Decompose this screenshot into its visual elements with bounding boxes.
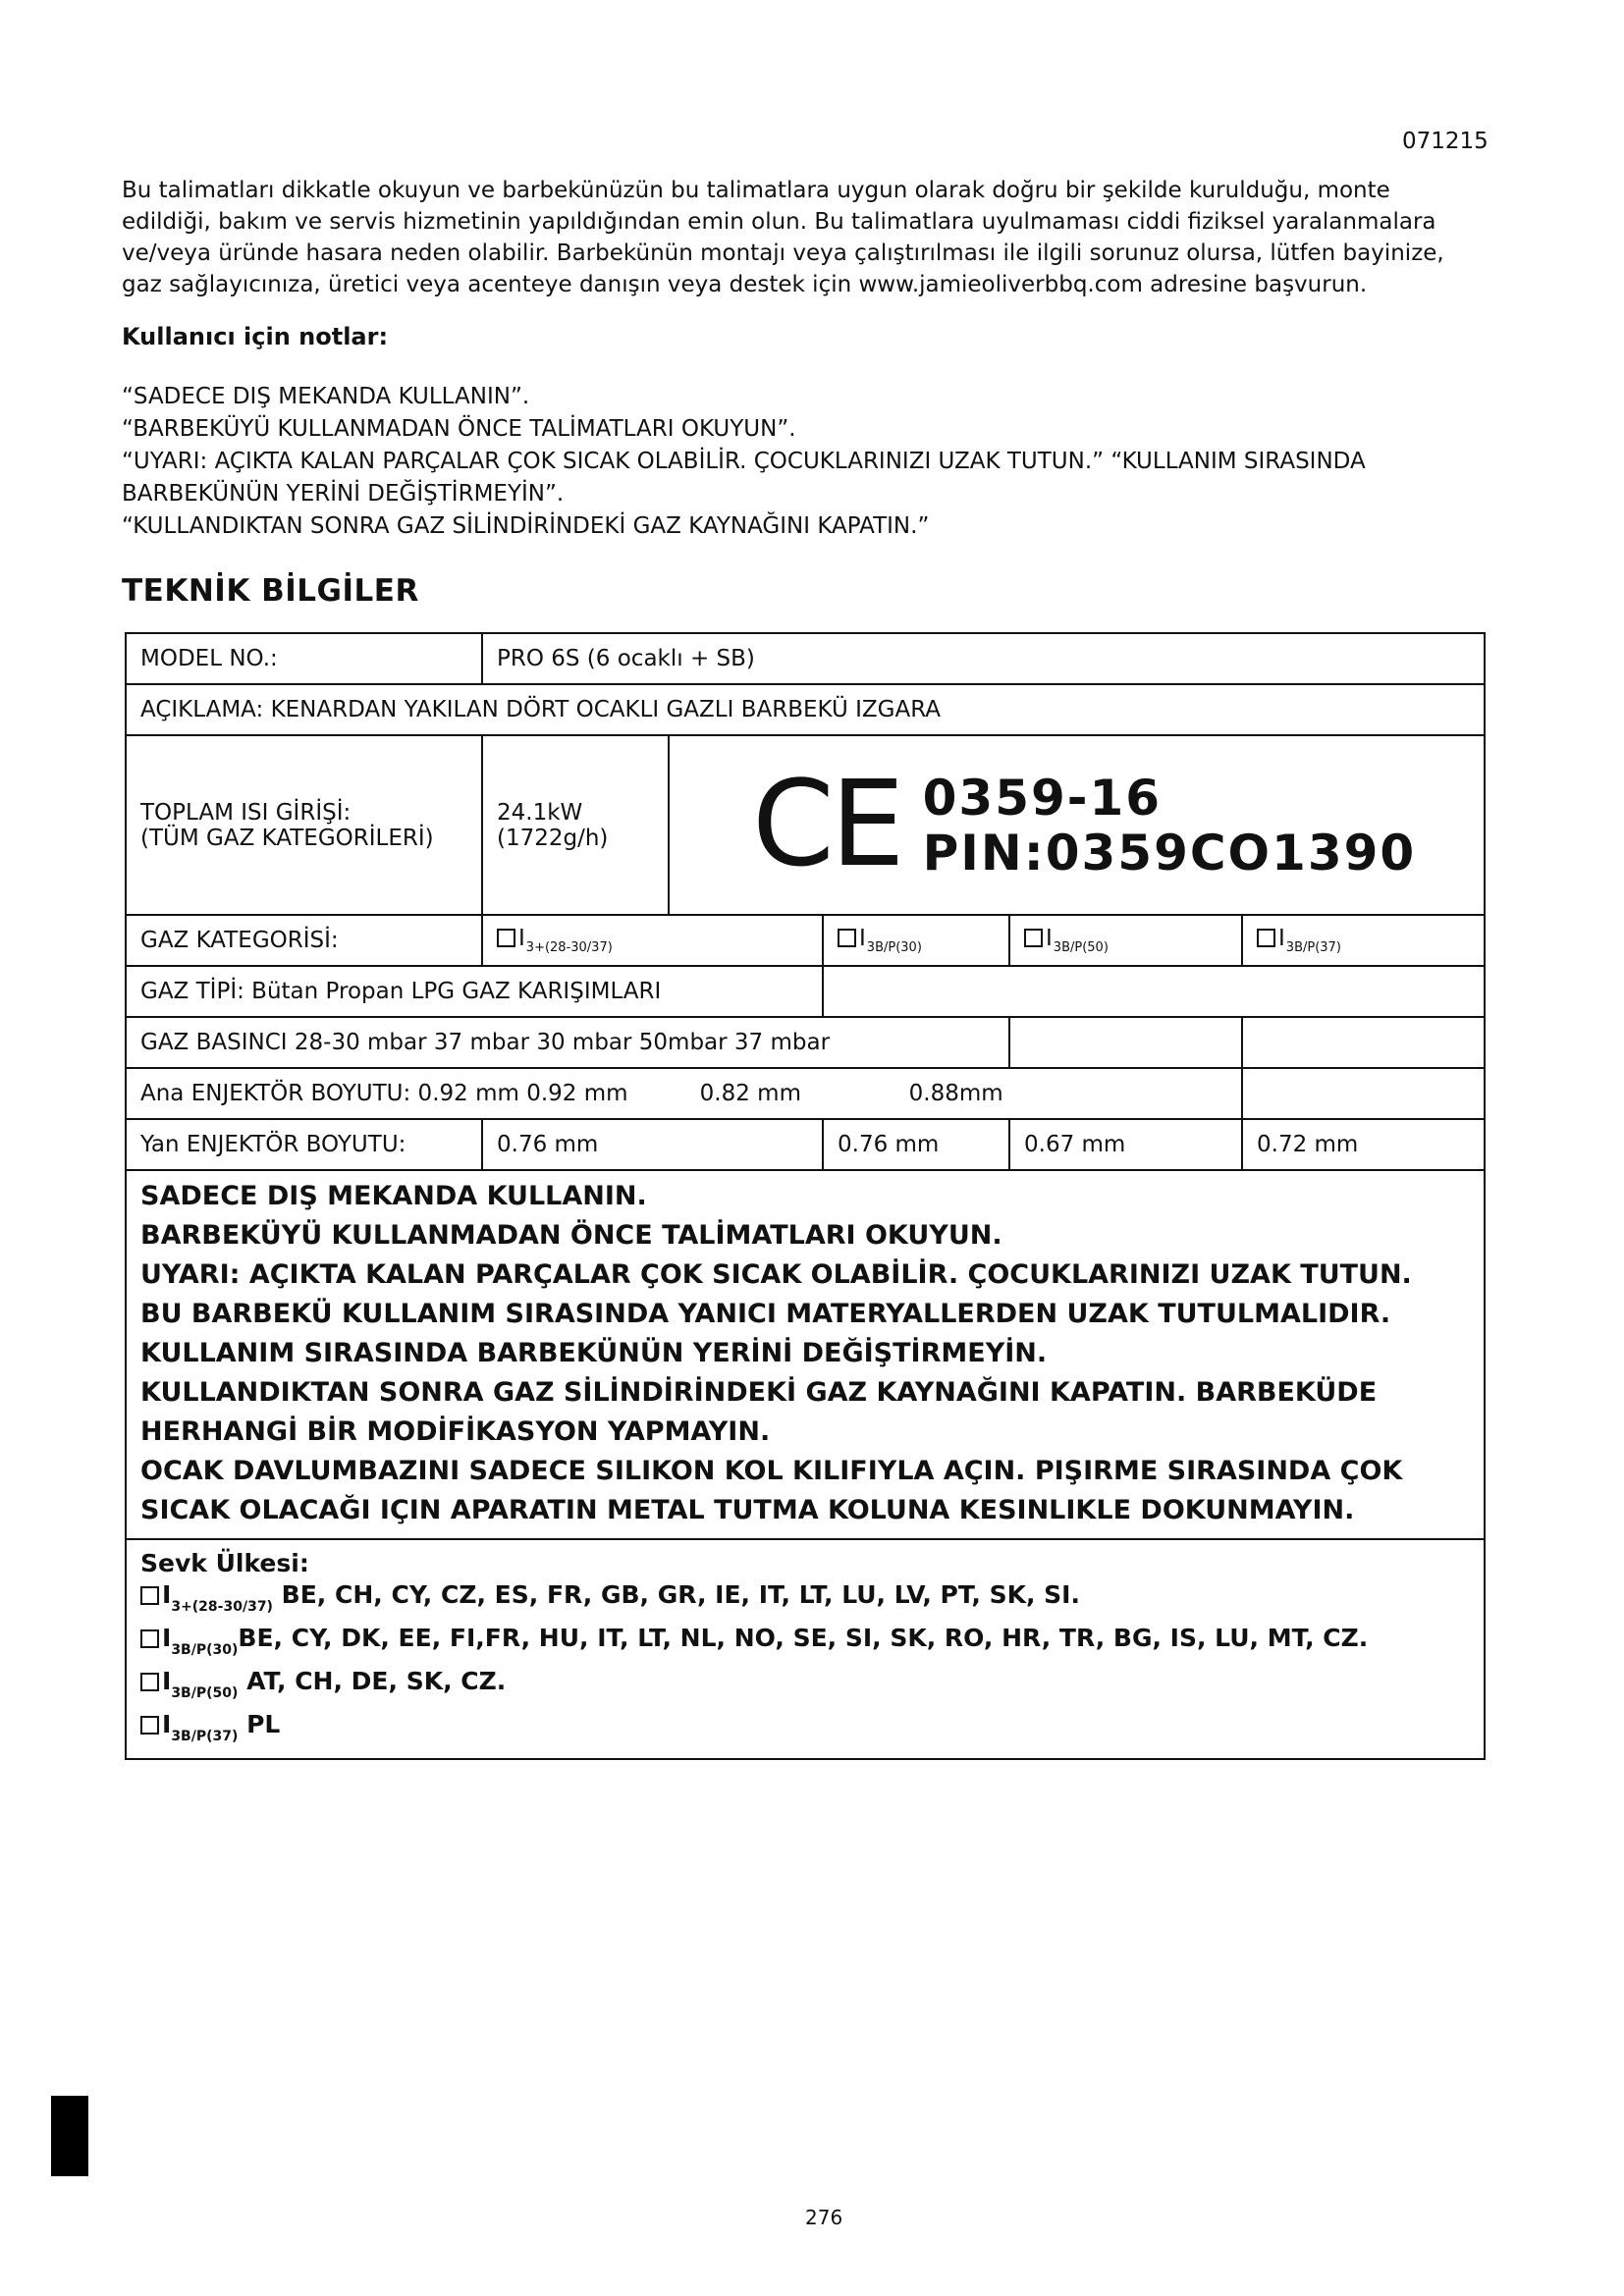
- gas-pressure-cell: GAZ BASINCI 28-30 mbar 37 mbar 30 mbar 50mbar 37 mbar: [126, 1017, 1009, 1068]
- warning-line: UYARI: AÇIKTA KALAN PARÇALAR ÇOK SICAK OLABİLİR. ÇOCUKLARINIZI UZAK TUTUN.: [140, 1259, 1412, 1290]
- note-line: “BARBEKÜYÜ KULLANMADAN ÖNCE TALİMATLARI OKUYUN”.: [122, 416, 796, 442]
- intro-paragraph: Bu talimatları dikkatle okuyun ve barbekünüzün bu talimatlara uygun olarak doğru bir şekilde kurulduğu, monte edildiği, bakım ve servis hizmetinin yapıldığından emin olun. Bu talimatlara uyulmaması ciddi fiziksel yaralanmalara ve/veya üründe hasara neden olabilir. Barbekünün montajı veya çalıştırılması ile ilgili sorunuz olursa, lütfen bayinize, gaz sağlayıcınıza, üretici veya acenteye danışın veya destek için www.jamieoliverbbq.com adresine başvurun.: [122, 178, 1444, 297]
- gas-category-label: GAZ KATEGORİSİ:: [126, 915, 482, 966]
- table-row: [126, 1119, 1485, 1170]
- table-row: [126, 735, 1485, 915]
- shipping-heading: Sevk Ülkesi:: [140, 1549, 309, 1577]
- shipping-row: $I_{3B/P(37)}$ PL: [140, 1709, 1470, 1752]
- warning-line: BU BARBEKÜ KULLANIM SIRASINDA YANICI MATERYALLERDEN UZAK TUTULMALIDIR.: [140, 1299, 1391, 1329]
- document-code: 071215: [1402, 129, 1489, 154]
- ce-logo: [683, 756, 1470, 893]
- heat-input-value: [482, 735, 669, 915]
- warnings-cell: [126, 1170, 1485, 1539]
- checkbox-icon: [140, 1673, 159, 1691]
- side-injector-value: 0.76 mm: [823, 1119, 1009, 1170]
- note-line: “SADECE DIŞ MEKANDA KULLANIN”.: [122, 384, 530, 409]
- warning-line: SICAK OLACAĞI IÇIN APARATIN METAL TUTMA KOLUNA KESINLIKLE DOKUNMAYIN.: [140, 1495, 1355, 1525]
- side-injector-label: Yan ENJEKTÖR BOYUTU:: [126, 1119, 482, 1170]
- empty-cell: [1242, 1068, 1485, 1119]
- table-row: [126, 633, 1485, 684]
- gas-category-cell: $I_{3B/P(30)}$: [823, 915, 1009, 966]
- table-row: [126, 1068, 1485, 1119]
- note-line: BARBEKÜNÜN YERİNİ DEĞİŞTİRMEYİN”.: [122, 481, 565, 507]
- side-injector-value: 0.72 mm: [1242, 1119, 1485, 1170]
- technical-specs-table: [125, 632, 1486, 1760]
- model-label: MODEL NO.:: [126, 633, 482, 684]
- table-row: [126, 915, 1485, 966]
- warning-line: OCAK DAVLUMBAZINI SADECE SILIKON KOL KILIFIYLA AÇIN. PIŞIRME SIRASINDA ÇOK: [140, 1456, 1403, 1486]
- table-row: [126, 1017, 1485, 1068]
- warning-line: KULLANDIKTAN SONRA GAZ SİLİNDİRİNDEKİ GAZ KAYNAĞINI KAPATIN. BARBEKÜDE: [140, 1377, 1378, 1408]
- shipping-row: $I_{3B/P(50)}$ AT, CH, DE, SK, CZ.: [140, 1666, 1470, 1709]
- ce-pin: PIN:0359CO1390: [922, 824, 1417, 881]
- page-edge-tab: [51, 2096, 88, 2176]
- table-row: [126, 966, 1485, 1017]
- notes-heading: Kullanıcı için notlar:: [122, 323, 389, 350]
- ce-certification-cell: [669, 735, 1485, 915]
- checkbox-icon: [140, 1629, 159, 1648]
- checkbox-icon: [140, 1586, 159, 1605]
- checkbox-icon: [497, 929, 515, 947]
- table-row: [126, 1539, 1485, 1759]
- heat-input-value-line: 24.1kW: [497, 799, 583, 826]
- heat-input-label-line: TOPLAM ISI GİRİŞİ:: [140, 799, 352, 826]
- page-number: 276: [805, 2206, 843, 2229]
- warning-line: KULLANIM SIRASINDA BARBEKÜNÜN YERİNİ DEĞİŞTİRMEYİN.: [140, 1338, 1048, 1368]
- ce-number: 0359-16: [922, 769, 1163, 827]
- table-row: [126, 684, 1485, 735]
- heat-input-label: [126, 735, 482, 915]
- ce-mark-icon: CE: [752, 756, 901, 893]
- checkbox-icon: [140, 1716, 159, 1735]
- user-notes: [122, 381, 1496, 543]
- heat-input-value-line: (1722g/h): [497, 825, 609, 851]
- gas-category-cell: $I_{3B/P(37)}$: [1242, 915, 1485, 966]
- empty-cell: [1009, 1017, 1242, 1068]
- heat-input-label-line: (TÜM GAZ KATEGORİLERİ): [140, 825, 434, 851]
- warning-line: HERHANGİ BİR MODİFİKASYON YAPMAYIN.: [140, 1416, 771, 1447]
- checkbox-icon: [1257, 929, 1275, 947]
- side-injector-value: 0.67 mm: [1009, 1119, 1242, 1170]
- warning-line: BARBEKÜYÜ KULLANMADAN ÖNCE TALİMATLARI OKUYUN.: [140, 1220, 1002, 1251]
- empty-cell: [1242, 1017, 1485, 1068]
- checkbox-icon: [1024, 929, 1043, 947]
- empty-cell: [823, 966, 1485, 1017]
- note-line: “UYARI: AÇIKTA KALAN PARÇALAR ÇOK SICAK OLABİLİR. ÇOCUKLARINIZI UZAK TUTUN.” “KULLANIM SIRASINDA: [122, 449, 1366, 474]
- shipping-row: $I_{3+(28-30/37)}$ BE, CH, CY, CZ, ES, FR, GB, GR, IE, IT, LT, LU, LV, PT, SK, SI.: [140, 1579, 1470, 1623]
- section-title: TEKNİK BİLGİLER: [122, 573, 419, 609]
- main-injector-cell: Ana ENJEKTÖR BOYUTU: 0.92 mm 0.92 mm 0.82 mm 0.88mm: [126, 1068, 1242, 1119]
- shipping-row: $I_{3B/P(30)}BE$, CY, DK, EE, FI,FR, HU, IT, LT, NL, NO, SE, SI, SK, RO, HR, TR, BG, IS, LU, MT, CZ.: [140, 1623, 1470, 1666]
- gas-type-cell: GAZ TİPİ: Bütan Propan LPG GAZ KARIŞIMLARI: [126, 966, 823, 1017]
- ce-text-block: [923, 771, 1417, 881]
- side-injector-value: 0.76 mm: [482, 1119, 823, 1170]
- shipping-cell: [126, 1539, 1485, 1759]
- gas-category-cell: $I_{3+(28-30/37)}$: [482, 915, 823, 966]
- model-value: PRO 6S (6 ocaklı + SB): [482, 633, 1485, 684]
- checkbox-icon: [838, 929, 856, 947]
- table-row: [126, 1170, 1485, 1539]
- description-cell: AÇIKLAMA: KENARDAN YAKILAN DÖRT OCAKLI GAZLI BARBEKÜ IZGARA: [126, 684, 1485, 735]
- warning-line: SADECE DIŞ MEKANDA KULLANIN.: [140, 1181, 647, 1211]
- note-line: “KULLANDIKTAN SONRA GAZ SİLİNDİRİNDEKİ GAZ KAYNAĞINI KAPATIN.”: [122, 513, 930, 539]
- gas-category-cell: $I_{3B/P(50)}$: [1009, 915, 1242, 966]
